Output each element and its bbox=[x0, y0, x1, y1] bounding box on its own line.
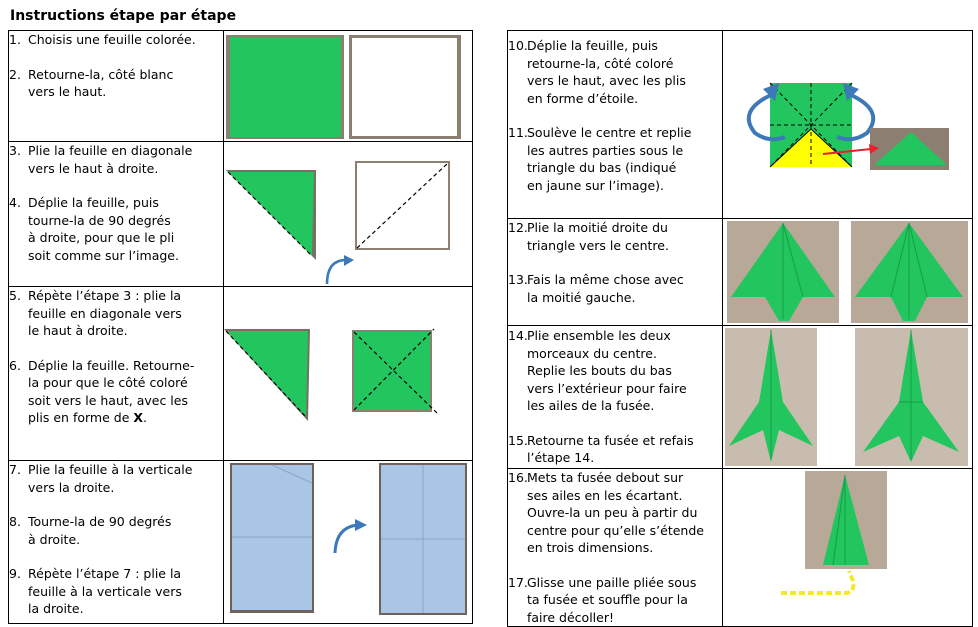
steps-12-13-image bbox=[723, 219, 973, 326]
steps-16-17-text bbox=[508, 469, 723, 627]
steps-10-11-text bbox=[508, 31, 723, 219]
steps-5-6-text bbox=[9, 287, 224, 461]
steps-3-4-image bbox=[224, 142, 473, 287]
step-1: 1. Choisis une feuille colorée. bbox=[9, 32, 196, 47]
steps-1-2-image bbox=[224, 31, 473, 142]
step-5: 5. Répète l’étape 3 : plie la feuille en diagonale vers le haut à droite. bbox=[9, 288, 182, 338]
steps-7-9-image bbox=[224, 461, 473, 624]
step-2: 2. Retourne-la, côté blanc vers le haut. bbox=[9, 66, 174, 99]
white-paper bbox=[352, 38, 457, 136]
step-10: 10. Déplie la feuille, puis retourne-la, côté coloré vers le haut, avec les plis en forme d’étoile. bbox=[508, 38, 686, 106]
steps-12-13-text bbox=[508, 219, 723, 326]
steps-10-11-image bbox=[723, 31, 973, 219]
step-6: 6. Déplie la feuille. Retourne- la pour que le côté coloré soit vers le haut, avec les plis en forme de X. bbox=[9, 357, 195, 425]
step-13: 13. Fais la même chose avec la moitié gauche. bbox=[508, 272, 684, 305]
steps-7-9-text bbox=[9, 461, 224, 624]
step-16: 16. Mets ta fusée debout sur ses ailes en les écartant. Ouvre-la un peu à partir du centre pour qu’elle s’étende en trois dimensions. bbox=[508, 470, 704, 555]
step-3: 3. Plie la feuille en diagonale vers le haut à droite. bbox=[9, 143, 193, 176]
straw-icon bbox=[781, 571, 853, 593]
green-paper bbox=[230, 37, 341, 137]
step-4: 4. Déplie la feuille, puis tourne-la de 90 degrés à droite, pour que le pli soit comme sur l’image. bbox=[9, 195, 179, 263]
step-7: 7. Plie la feuille à la verticale vers la droite. bbox=[9, 462, 193, 495]
steps-1-2-text bbox=[9, 31, 224, 142]
step-17: 17. Glisse une paille pliée sous ta fusée et souffle pour la faire décoller! bbox=[508, 574, 697, 625]
step-14: 14. Plie ensemble les deux morceaux du centre. Replie les bouts du bas vers l’extérieur pour faire les ailes de la fusée. bbox=[508, 328, 687, 413]
instructions-table-left bbox=[8, 30, 473, 624]
step-12: 12. Plie la moitié droite du triangle vers le centre. bbox=[508, 220, 669, 253]
folded-triangle bbox=[228, 172, 314, 256]
step-11: 11. Soulève le centre et replie les autres parties sous le triangle du bas (indiqué en jaune sur l’image). bbox=[508, 125, 692, 193]
step-8: 8. Tourne-la de 90 degrés à droite. bbox=[9, 514, 172, 547]
rotate-arrow-icon bbox=[327, 260, 346, 284]
step-9: 9. Répète l’étape 7 : plie la feuille à la verticale vers la droite. bbox=[9, 566, 182, 616]
steps-5-6-image bbox=[224, 287, 473, 461]
steps-14-15-image bbox=[723, 326, 973, 469]
rotate-arrow-icon bbox=[335, 525, 358, 553]
instructions-table-right bbox=[507, 30, 973, 627]
page-title: Instructions étape par étape bbox=[10, 8, 237, 24]
steps-16-17-image bbox=[723, 469, 973, 627]
steps-3-4-text bbox=[9, 142, 224, 287]
step-15: 15. Retourne ta fusée et refais l’étape 14. bbox=[508, 432, 694, 465]
steps-14-15-text bbox=[508, 326, 723, 469]
